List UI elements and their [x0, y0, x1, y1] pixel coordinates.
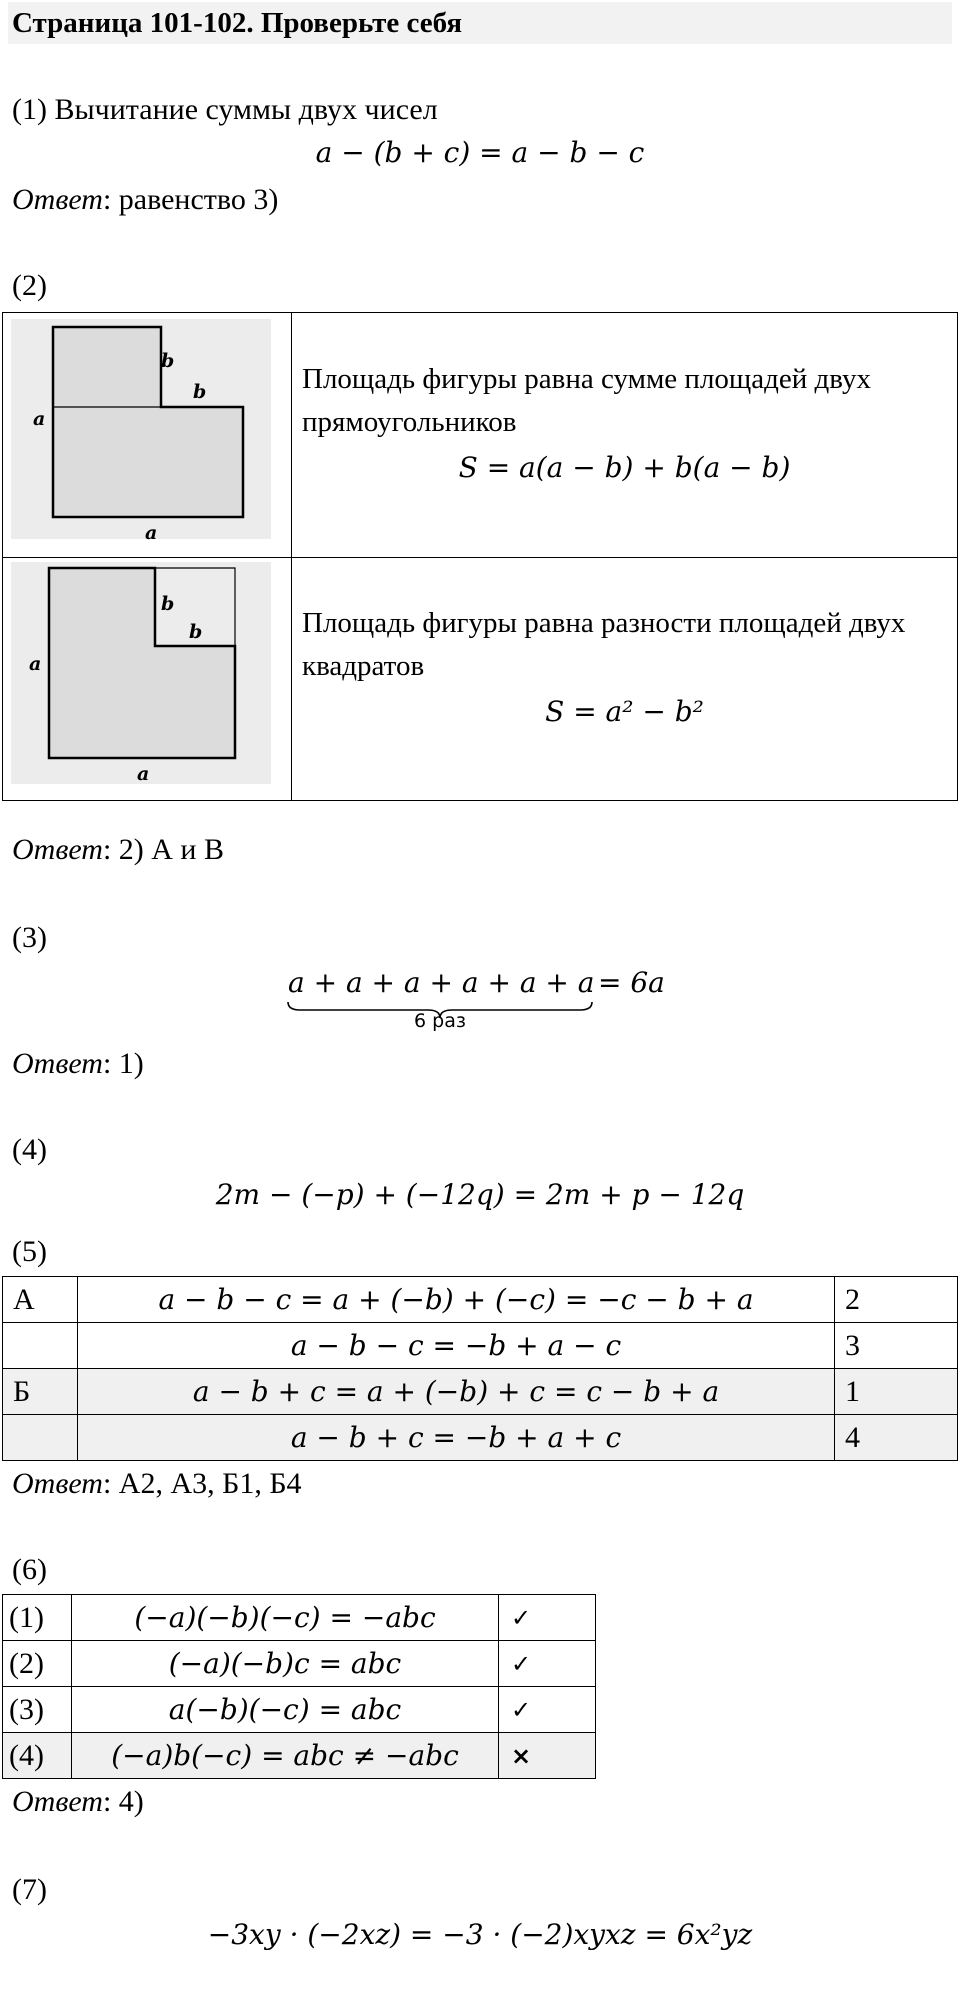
s3-label: (3): [12, 921, 47, 954]
s5-table: [2, 1276, 958, 1461]
s2-table: [2, 312, 958, 801]
s2-text-cell-1: [292, 313, 958, 558]
s5-expr: a − b − c = a + (−b) + (−c) = −c − b + a: [78, 1277, 835, 1323]
s2-row2-formula: S = a² − b²: [545, 694, 704, 728]
s2-row1-text: Площадь фигуры равна сумме площадей двух прямоугольников: [302, 363, 871, 438]
answer-word: Ответ: [12, 1467, 103, 1500]
fig1-label-a-bottom: a: [145, 522, 158, 544]
s3-formula-right: = 6a: [598, 966, 665, 999]
s3-answer: [12, 1046, 144, 1082]
s3-brace-note: 6 раз: [414, 1010, 466, 1032]
s2-answer: [12, 832, 224, 868]
s2-label: (2): [12, 269, 47, 302]
fig1-label-a-left: a: [33, 408, 46, 430]
s6-answer-text: : 4): [102, 1785, 144, 1818]
s5-num: 2: [835, 1277, 958, 1323]
s5-letter: А: [3, 1277, 78, 1323]
s2-row2-text: Площадь фигуры равна разности площадей двух квадратов: [302, 607, 906, 682]
figure-square-minus-square: [3, 558, 291, 792]
s5-letter: [3, 1415, 78, 1461]
s2-row1-formula: S = a(a − b) + b(a − b): [458, 450, 791, 484]
s1-answer: [12, 182, 278, 218]
s5-letter: Б: [3, 1369, 78, 1415]
s5-answer-text: : А2, А3, Б1, Б4: [102, 1467, 302, 1500]
s2-answer-text: : 2) А и В: [102, 833, 224, 866]
s5-num: 4: [835, 1415, 958, 1461]
answer-word: Ответ: [12, 183, 103, 216]
fig2-label-a-bottom: a: [137, 763, 150, 785]
s6-idx: (1): [3, 1595, 72, 1641]
fig2-label-a-left: a: [29, 653, 42, 675]
check-icon: ✓: [499, 1641, 596, 1687]
s5-num: 3: [835, 1323, 958, 1369]
s6-idx: (2): [3, 1641, 72, 1687]
s5-label: (5): [12, 1235, 47, 1268]
s1-answer-text: : равенство 3): [102, 183, 279, 216]
s6-expr: (−a)b(−c) = abc ≠ −abc: [72, 1733, 499, 1779]
figure-l-shape: [3, 313, 291, 549]
s6-expr: (−a)(−b)c = abc: [72, 1641, 499, 1687]
s4-label: (4): [12, 1133, 47, 1166]
answer-word: Ответ: [12, 1047, 103, 1080]
s4-formula: 2m − (−p) + (−12q) = 2m + p − 12q: [215, 1178, 745, 1211]
s6-label: (6): [12, 1553, 47, 1586]
s6-idx: (3): [3, 1687, 72, 1733]
check-icon: ✓: [499, 1595, 596, 1641]
s6-table: [2, 1594, 596, 1779]
answer-word: Ответ: [12, 1785, 103, 1818]
s5-expr: a − b − c = −b + a − c: [78, 1323, 835, 1369]
s6-answer: [12, 1784, 144, 1820]
s5-answer: [12, 1466, 302, 1502]
s1-label: (1) Вычитание суммы двух чисел: [12, 93, 438, 126]
s6-idx: (4): [3, 1733, 72, 1779]
s6-expr: a(−b)(−c) = abc: [72, 1687, 499, 1733]
s5-letter: [3, 1323, 78, 1369]
s5-expr: a − b + c = a + (−b) + c = c − b + a: [78, 1369, 835, 1415]
s6-expr: (−a)(−b)(−c) = −abc: [72, 1595, 499, 1641]
fig2-label-b-right: b: [189, 621, 203, 643]
s1-formula: a − (b + c) = a − b − c: [315, 136, 645, 169]
s3-formula-left: a + a + a + a + a + a: [288, 966, 595, 999]
answer-word: Ответ: [12, 833, 103, 866]
s7-label: (7): [12, 1873, 47, 1906]
s2-figure-cell-1: [3, 313, 292, 558]
s3-answer-text: : 1): [102, 1047, 144, 1080]
fig1-label-b-right: b: [193, 381, 207, 403]
s2-text-cell-2: [292, 558, 958, 801]
page-title: Страница 101-102. Проверьте себя: [12, 7, 463, 39]
s5-num: 1: [835, 1369, 958, 1415]
s2-figure-cell-2: [3, 558, 292, 801]
cross-icon: ×: [499, 1733, 596, 1779]
s5-expr: a − b + c = −b + a + c: [78, 1415, 835, 1461]
fig1-label-b-top: b: [161, 350, 175, 372]
check-icon: ✓: [499, 1687, 596, 1733]
fig2-label-b-top: b: [161, 593, 175, 615]
s7-formula: −3xy · (−2xz) = −3 · (−2)xyxz = 6x²yz: [207, 1918, 753, 1951]
